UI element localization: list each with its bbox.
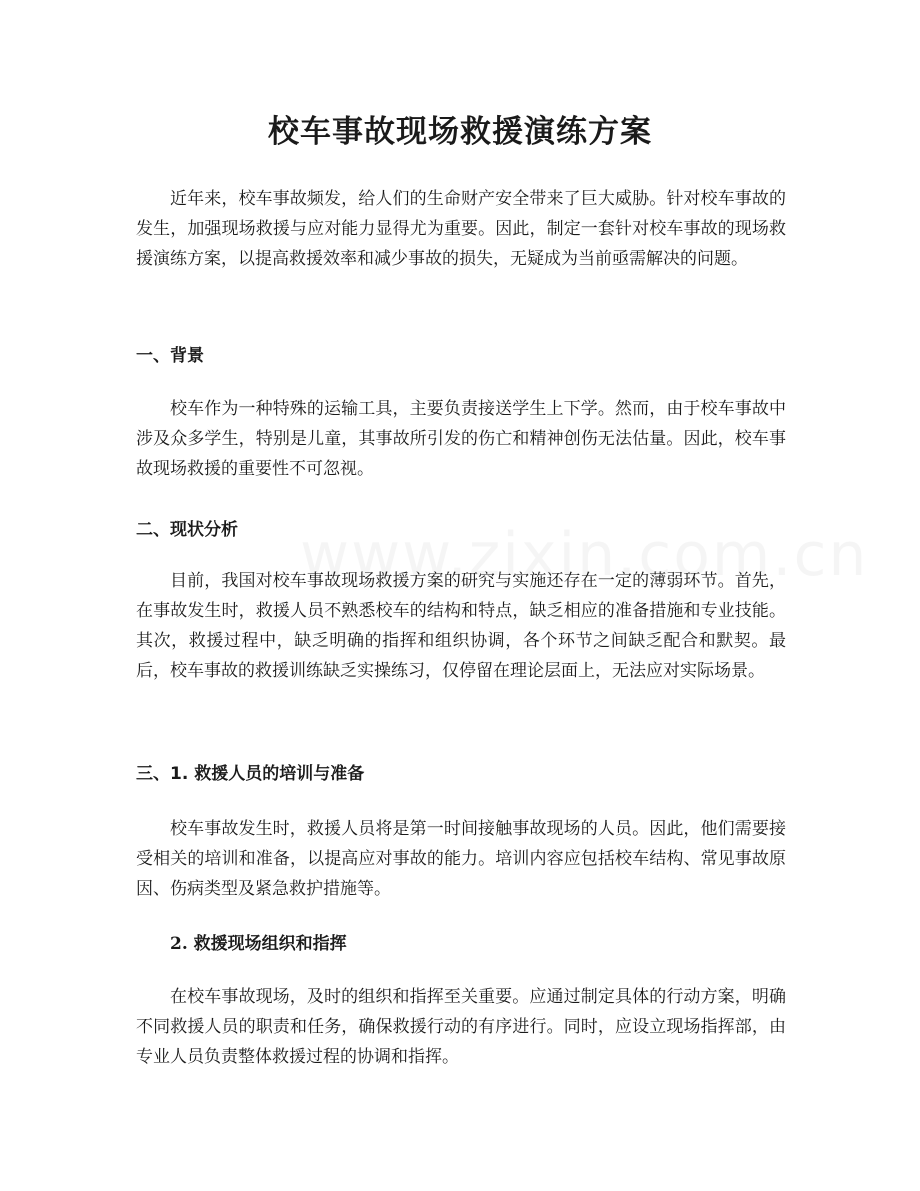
section-heading-status-analysis: 二、现状分析 [136,520,238,540]
document-title: 校车事故现场救援演练方案 [268,114,652,150]
section-body-background: 校车作为一种特殊的运输工具，主要负责接送学生上下学。然而，由于校车事故中涉及众多学生，特别是儿童，其事故所引发的伤亡和精神创伤无法估量。因此，校车事故现场救援的重要性不可忽视。 [136,399,786,479]
intro-paragraph: 近年来，校车事故频发，给人们的生命财产安全带来了巨大威胁。针对校车事故的发生，加强现场救援与应对能力显得尤为重要。因此，制定一套针对校车事故的现场救援演练方案，以提高救援效率和减少事故的损失，无疑成为当前亟需解决的问题。 [136,189,786,269]
section-heading-training: 三、1. 救援人员的培训与准备 [136,764,365,784]
subheading-site-command: 2. 救援现场组织和指挥 [170,934,347,954]
section-heading-background: 一、背景 [136,346,204,366]
section-body-site-command: 在校车事故现场，及时的组织和指挥至关重要。应通过制定具体的行动方案，明确不同救援人员的职责和任务，确保救援行动的有序进行。同时，应设立现场指挥部，由专业人员负责整体救援过程的协调和指挥。 [136,987,786,1067]
section-body-training: 校车事故发生时，救援人员将是第一时间接触事故现场的人员。因此，他们需要接受相关的培训和准备，以提高应对事故的能力。培训内容应包括校车结构、常见事故原因、伤病类型及紧急救护措施等。 [136,819,786,899]
section-body-status-analysis: 目前，我国对校车事故现场救援方案的研究与实施还存在一定的薄弱环节。首先，在事故发生时，救援人员不熟悉校车的结构和特点，缺乏相应的准备措施和专业技能。其次，救援过程中，缺乏明确的指挥和组织协调，各个环节之间缺乏配合和默契。最后，校车事故的救援训练缺乏实操练习，仅停留在理论层面上，无法应对实际场景。 [136,571,786,681]
